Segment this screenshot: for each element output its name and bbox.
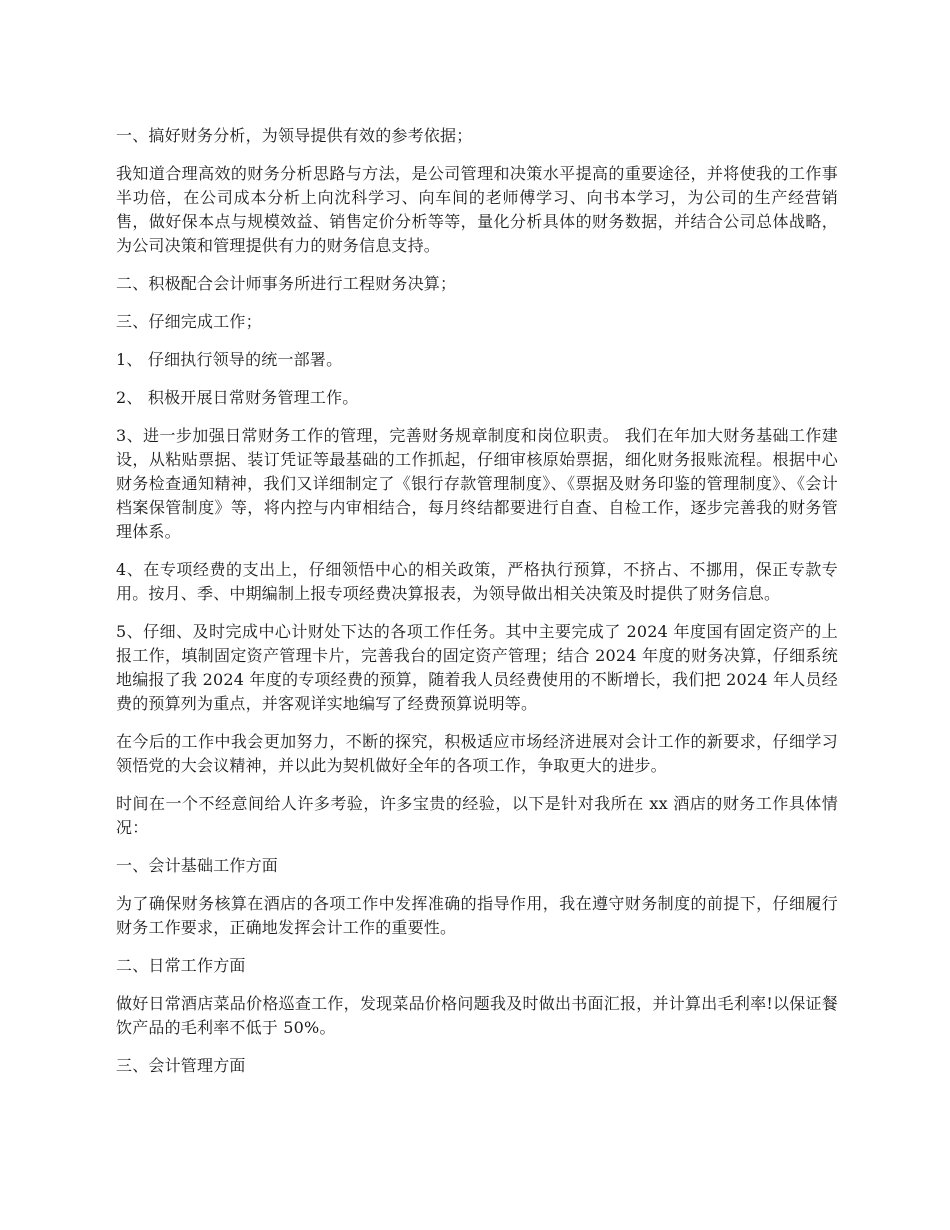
paragraph-financial-analysis: 我知道合理高效的财务分析思路与方法，是公司管理和决策水平提高的重要途径，并将使我的工作事半功倍，在公司成本分析上向沈科学习、向车间的老师傅学习、向书本学习，为公司的生产经营销售，做好保本点与规模效益、销售定价分析等等，量化分析具体的财务数据，并结合公司总体战略，为公司决策和管理提供有力的财务信息支持。 [116, 164, 838, 255]
item-5: 5、仔细、及时完成中心计财处下达的各项工作任务。其中主要完成了 2024 年度国有固定资产的上报工作，填制固定资产管理卡片，完善我台的固定资产管理；结合 2024 年度的财务决算，仔细系统地编报了我 2024 年度的专项经费的预算，随着我人员经费使用的不断增长，我们把 2024 年人员经费的预算列为重点，并客观详实地编写了经费预算说明等。 [116, 622, 838, 713]
heading-accounting-firm: 二、积极配合会计师事务所进行工程财务决算； [116, 274, 457, 293]
item-2: 2、 积极开展日常财务管理工作。 [116, 388, 359, 407]
paragraph-future-work: 在今后的工作中我会更加努力，不断的探究，积极适应市场经济进展对会计工作的新要求，仔细学习领悟党的大会议精神，并以此为契机做好全年的各项工作，争取更大的进步。 [116, 732, 838, 775]
item-4: 4、在专项经费的支出上，仔细领悟中心的相关政策，严格执行预算，不挤占、不挪用，保正专款专用。按月、季、中期编制上报专项经费决算报表，为领导做出相关决策及时提供了财务信息。 [116, 560, 838, 603]
heading-complete-work: 三、仔细完成工作； [116, 312, 262, 331]
item-1: 1、 仔细执行领导的统一部署。 [116, 350, 343, 369]
document-page [116, 124, 838, 1092]
paragraph-hotel-intro: 时间在一个不经意间给人许多考验，许多宝贵的经验，以下是针对我所在 xx 酒店的财务工作具体情况： [116, 794, 838, 837]
heading-financial-analysis: 一、搞好财务分析，为领导提供有效的参考依据； [116, 126, 473, 145]
heading-accounting-basics: 一、会计基础工作方面 [116, 856, 279, 875]
paragraph-accounting-basics: 为了确保财务核算在酒店的各项工作中发挥准确的指导作用，我在遵守财务制度的前提下，仔细履行财务工作要求，正确地发挥会计工作的重要性。 [116, 894, 838, 937]
heading-accounting-management: 三、会计管理方面 [116, 1056, 246, 1075]
paragraph-daily-work: 做好日常酒店菜品价格巡查工作，发现菜品价格问题我及时做出书面汇报，并计算出毛利率!以保证餐饮产品的毛利率不低于 50%。 [116, 994, 838, 1037]
item-3: 3、进一步加强日常财务工作的管理，完善财务规章制度和岗位职责。 我们在年加大财务基础工作建设，从粘贴票据、装订凭证等最基础的工作抓起，仔细审核原始票据，细化财务报账流程。根据中心财务检查通知精神，我们又详细制定了《银行存款管理制度》、《票据及财务印鉴的管理制度》、《会计档案保管制度》等，将内控与内审相结合，每月终结都要进行自查、自检工作，逐步完善我的财务管理体系。 [116, 426, 838, 541]
heading-daily-work: 二、日常工作方面 [116, 956, 246, 975]
